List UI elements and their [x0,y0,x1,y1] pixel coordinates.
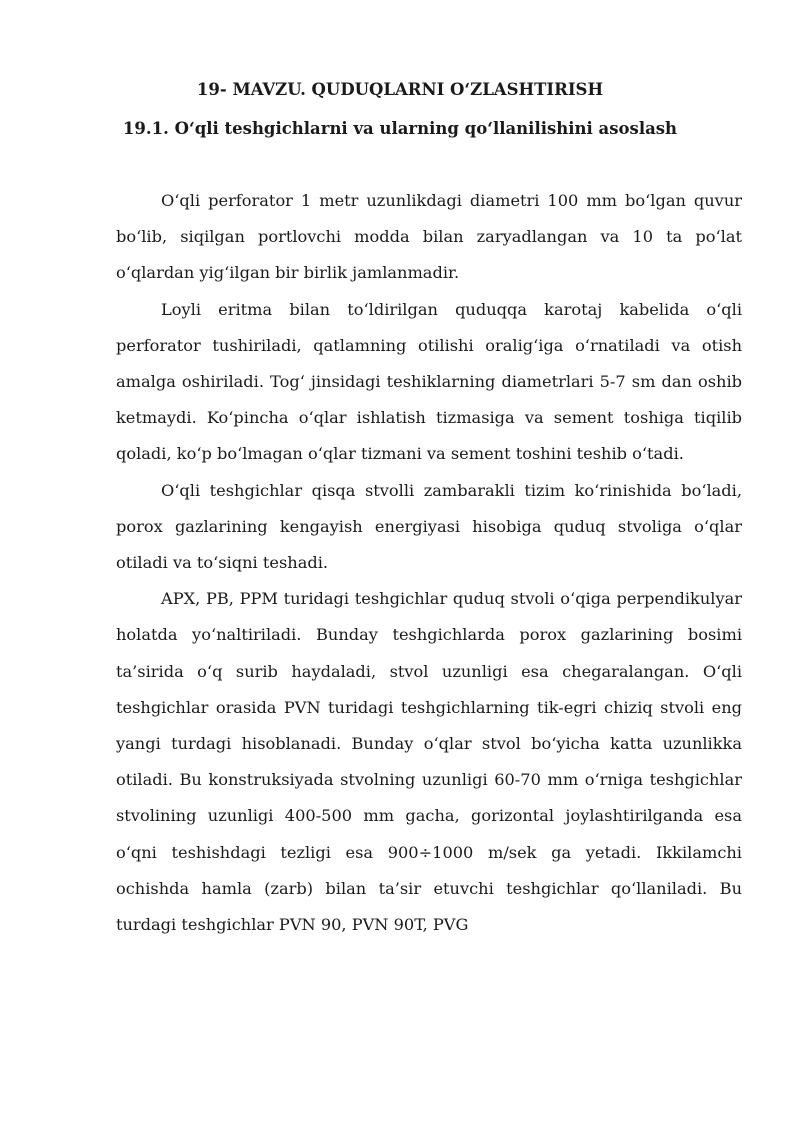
paragraph-1: O‘qli perforator 1 metr uzunlikdagi diametri 100 mm bo‘lgan quvur bo‘lib, siqilgan portlovchi modda bilan zaryadlangan va 10 ta po‘lat o‘qlardan yig‘ilgan bir birlik jamlanmadir. [116,191,742,283]
paragraph-4: APX, PB, PPM turidagi teshgichlar quduq stvoli o‘qiga perpendikulyar holatda yo‘naltiriladi. Bunday teshgichlarda porox gazlarining bosimi ta’sirida o‘q surib haydaladi, stvol uzunligi esa chegaralangan. O‘qli teshgichlar orasida PVN turidagi teshgichlarning tik-egri chiziq stvoli eng yangi turdagi hisoblanadi. Bunday o‘qlar stvol bo‘yicha katta uzunlikka otiladi. Bu konstruksiyada stvolning uzunligi 60-70 mm o‘rniga teshgichlar stvolining uzunligi 400-500 mm gacha, gorizontal joylashtirilganda esa o‘qni teshishdagi tezligi esa 900÷1000 m/sek ga yetadi. Ikkilamchi ochishda hamla (zarb) bilan ta’sir etuvchi teshgichlar qo‘llaniladi. Bu turdagi teshgichlar PVN 90, PVN 90T, PVG [116,589,742,935]
paragraph-3: O‘qli teshgichlar qisqa stvolli zambarakli tizim ko‘rinishida bo‘ladi, porox gazlarining kengayish energiyasi hisobiga quduq stvoliga o‘qlar otiladi va to‘siqni teshadi. [116,480,742,573]
paragraph-2: Loyli eritma bilan to‘ldirilgan quduqqa karotaj kabelida o‘qli perforator tushiriladi, qatlamning otilishi oralig‘iga o‘rnatiladi va otish amalga oshiriladi. Tog‘ jinsidagi teshiklarning diametrlari 5-7 sm dan oshib ketmaydi. Ko‘pincha o‘qlar ishlatish tizmasiga va sement toshiga tiqilib qoladi, ko‘p bo‘lmagan o‘qlar tizmani va sement toshini teshib o‘tadi. [116,299,742,464]
section-heading: 19.1. O‘qli teshgichlarni va ularning qo‘llanilishini asoslash [122,119,678,138]
document-body [116,183,742,943]
chapter-heading: 19- MAVZU. QUDUQLARNI O‘ZLASHTIRISH [196,80,604,99]
